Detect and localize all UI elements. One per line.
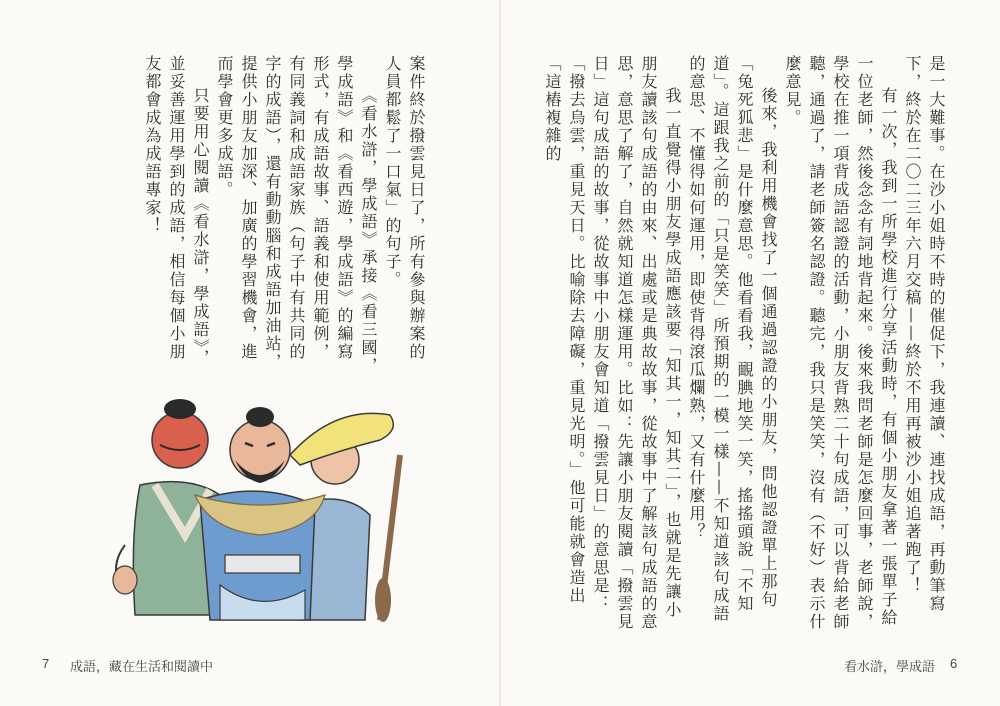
right-page-body (543, 55, 948, 635)
heroes-illustration (100, 385, 410, 625)
right-page-number: 6 (950, 656, 958, 671)
left-page-body (144, 55, 428, 375)
left-running-title: 成語，藏在生活和閱讀中 (70, 659, 214, 674)
paragraph: 後來，我利用機會找了一個通過認證的小朋友，問他認證單上那句「兔死狐悲」是什麼意思。他看看我，靦腆地笑一笑，搖搖頭說「不知道」。這跟我之前的「只是笑笑」所預期的一模一樣——不知道該句成語的意思、不懂得如何運用，即使背得滾瓜爛熟，又有什麼用？ (687, 55, 778, 623)
paragraph: 有一次，我到一所學校進行分享活動時，有個小朋友拿著一張單子給一位老師，然後念念有詞地背起來。後來我問老師是怎麼回事，老師說，學校在推一項背成語認證的活動，小朋友背熟二十句成語，可以背給老師聽，通過了，請老師簽名認證。聽完，我只是笑笑，沒有（不好）表示什麼意見。 (783, 55, 898, 631)
paragraph: 是一大難事。在沙小姐時不時的催促下，我連讀、連找成語，再動筆寫下，終於在二〇二三年六月交稿——終於不用再被沙小姐追著跑了！ (903, 55, 946, 613)
right-running-title: 看水滸，學成語 (844, 659, 936, 674)
paragraph: 我一直覺得小朋友學成語應該要「知其一，知其二」，也就是先讓小朋友讀該句成語的由來、出處或是典故故事，從故事中了解該句成語的意思，意思了解了，自然就知道怎樣運用。比如：先讓小朋友閱讀「撥雲見日」這句成語的故事，從故事中小朋友會知道「撥雲見日」的意思是：「撥去烏雲，重見天日。比喻除去障礙，重見光明。」他可能就會造出「這樁複雜的 (543, 55, 682, 631)
book-spine (499, 0, 501, 706)
paragraph: 案件終於撥雲見日了，所有參與辦案的人員都鬆了一口氣」的句子。 (383, 55, 426, 361)
left-page-number: 7 (42, 656, 50, 671)
paragraph: 《看水滸，學成語》承接《看三國，學成語》和《看西遊，學成語》的編寫形式，有成語故事、語義和使用範例，有同義詞和成語家族（句子中有共同的字的成語），還有動動腦和成語加油站，提供小朋友加深、加廣的學習機會，進而學會更多成語。 (215, 55, 378, 375)
paragraph: 只要用心閱讀《看水滸，學成語》，並妥善運用學到的成語，相信每個小朋友都會成為成語專家！ (143, 55, 210, 367)
